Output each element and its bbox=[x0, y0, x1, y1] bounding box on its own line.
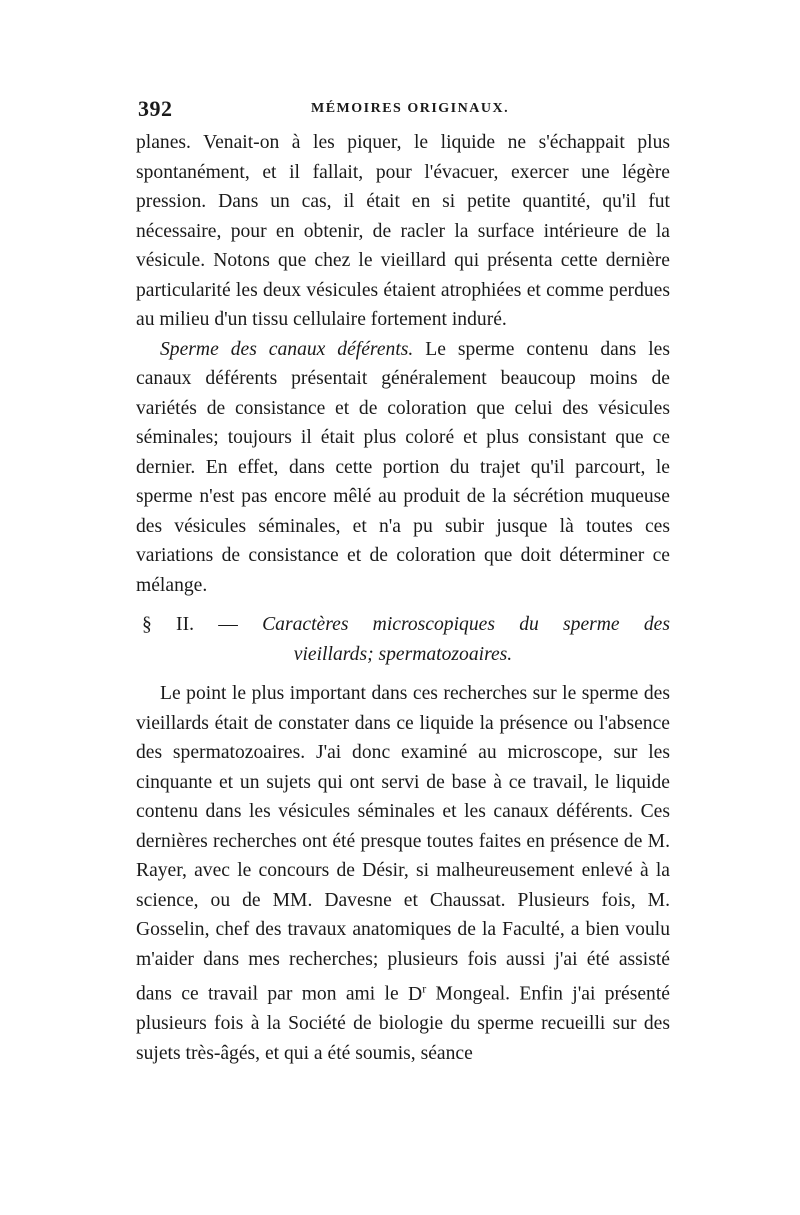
paragraph-spermatozoa-text: Le point le plus important dans ces recherches sur le sperme des vieillards était de constater dans ce liquide la présence ou l'absence des spermatozoaires. J'ai donc examiné au microscope, sur les cinquante et un sujets qui ont servi de base à ce travail, le liquide contenu dans les vésicules séminales et les canaux déférents. Ces dernières recherches ont été presque toutes faites en présence de M. Rayer, avec le concours de Désir, si malheureusement enlevé à la science, ou de MM. Davesne et Chaussat. Plusieurs fois, M. Gosselin, chef des travaux anatomiques de la Faculté, a bien voulu m'aider dans mes recherches; plusieurs fois aussi j'ai été assisté dans ce travail par mon ami le bbox=[136, 683, 670, 1005]
subheading-deferent-canals: Sperme des canaux déférents. bbox=[160, 338, 414, 360]
doctor-abbreviation: $D^r$ bbox=[408, 981, 427, 1005]
running-head bbox=[136, 96, 670, 126]
paragraph-vesicle-fluid bbox=[136, 128, 670, 335]
section-title-line-2: vieillards; spermatozoaires. bbox=[293, 643, 513, 665]
doctor-abbreviation-sup: r bbox=[422, 981, 427, 995]
paragraph-deferent-canals-text: Le sperme contenu dans les canaux déférents présentait généralement beaucoup moins de variétés de consistance et de coloration que celui des vésicules séminales; toujours il était plus coloré et plus consistant que ce dernier. En effet, dans cette portion du trajet qu'il parcourt, le sperme n'est pas encore mêlé au produit de la sécrétion muqueuse des vésicules séminales, et n'a pu subir jusque là toutes ces variations de consistance et de coloration que doit déterminer ce mélange. bbox=[136, 338, 670, 596]
paragraph-spermatozoa bbox=[136, 679, 670, 1068]
section-title-line-1: Caractères microscopiques du sperme des bbox=[262, 614, 670, 635]
running-title: MÉMOIRES ORIGINAUX. bbox=[311, 101, 510, 116]
section-number: § II. — bbox=[142, 614, 263, 635]
page-number: 392 bbox=[138, 96, 173, 121]
section-heading-line-1 bbox=[136, 610, 670, 640]
paragraph-deferent-canals bbox=[136, 335, 670, 601]
paragraph-vesicle-fluid-text: planes. Venait-on à les piquer, le liquide ne s'échappait plus spontanément, et il fallait, pour l'évacuer, exercer une légère pression. Dans un cas, il était en si petite quantité, qu'il fut nécessaire, pour en obtenir, de racler la surface intérieure de la vésicule. Notons que chez le vieillard qui présenta cette dernière particularité les deux vésicules étaient atrophiées et comme perdues au milieu d'un tissu cellulaire fortement induré. bbox=[136, 132, 670, 330]
section-heading bbox=[136, 610, 670, 669]
paragraph-spermatozoa-text-end: Mongeal. Enfin j'ai présenté plusieurs fois à la Société de biologie du sperme recueilli sur des sujets très-âgés, et qui a été soumis, séance bbox=[136, 983, 670, 1064]
book-page bbox=[136, 96, 670, 1068]
